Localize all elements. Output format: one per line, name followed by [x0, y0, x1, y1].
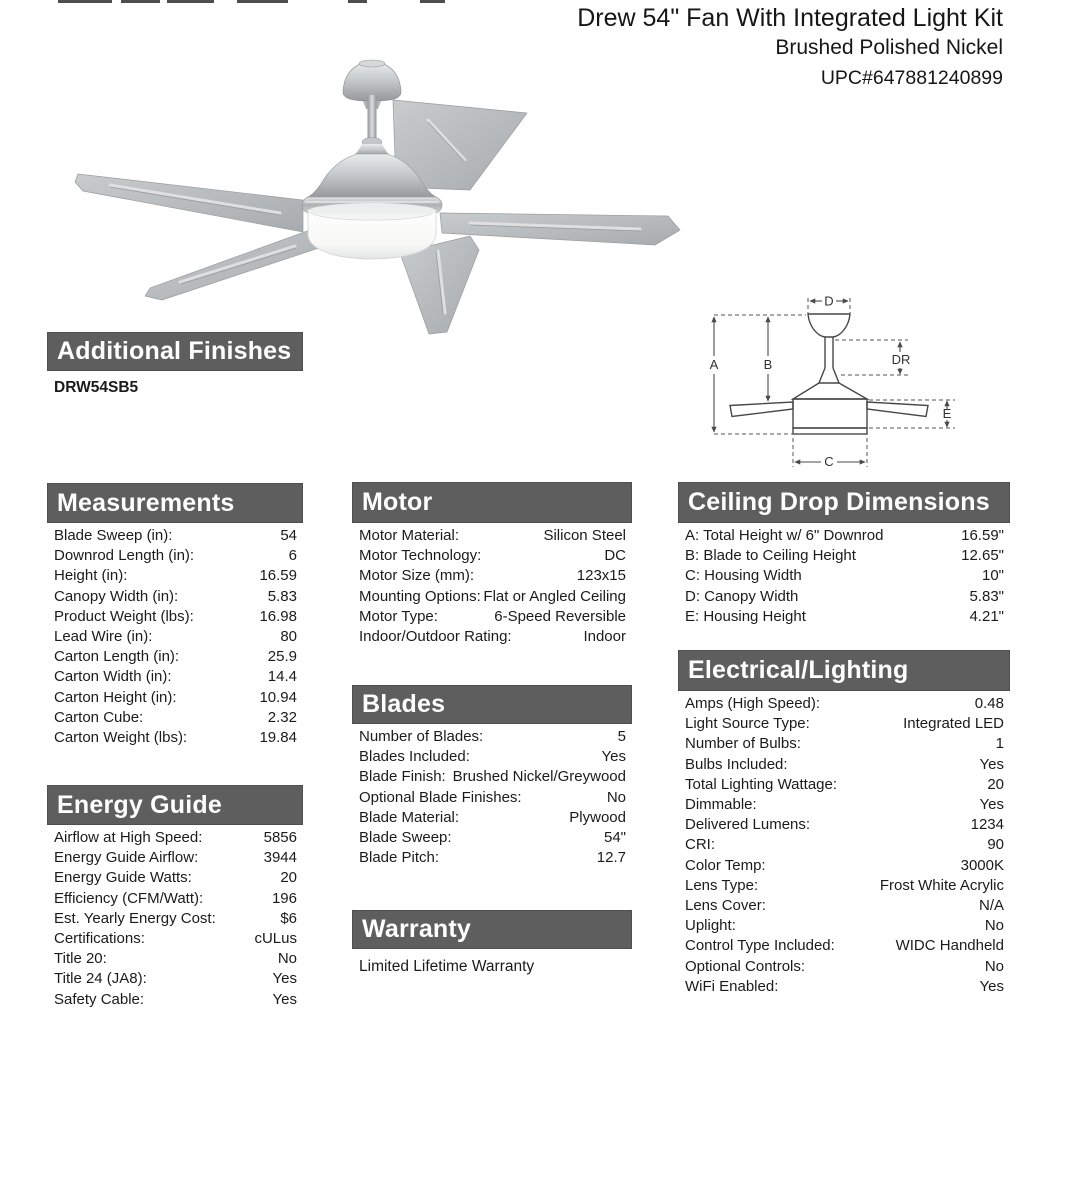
spec-label: Optional Blade Finishes: [359, 788, 522, 806]
spec-value: 3000K [960, 856, 1004, 874]
spec-label: Carton Height (in): [54, 688, 177, 706]
spec-value: 20 [987, 775, 1004, 793]
spec-value: 14.4 [267, 668, 297, 686]
spec-label: Number of Blades: [359, 728, 484, 745]
dim-label-a: A [709, 357, 719, 372]
spec-label: Control Type Included: [685, 937, 835, 955]
spec-label: Lens Type: [685, 876, 759, 894]
spec-label: Amps (High Speed): [685, 695, 821, 712]
model-number: DRW54SB5 [54, 379, 139, 396]
spec-label: Blade Material: [359, 808, 460, 826]
spec-row [47, 566, 303, 586]
spec-value: 25.9 [267, 648, 297, 666]
spec-label: Carton Cube: [54, 708, 144, 726]
spec-label: Carton Weight (lbs): [54, 729, 188, 747]
section-heading: Warranty [362, 915, 472, 943]
spec-row [47, 868, 303, 888]
spec-row [47, 828, 303, 848]
spec-row [678, 815, 1010, 835]
spec-label: Airflow at High Speed: [54, 829, 203, 846]
spec-row [47, 667, 303, 687]
section-motor [352, 482, 632, 647]
spec-row [678, 755, 1010, 775]
spec-label: Total Lighting Wattage: [685, 775, 838, 793]
energy-guide-rows [47, 825, 303, 1010]
spec-label: Est. Yearly Energy Cost: [54, 909, 216, 927]
product-finish: Brushed Polished Nickel [775, 36, 1003, 59]
spec-label: Carton Length (in): [54, 648, 180, 666]
spec-row [352, 526, 632, 546]
motor-rows [352, 523, 632, 647]
spec-value: 80 [280, 628, 297, 646]
spec-label: Downrod Length (in): [54, 547, 195, 565]
section-measurements [47, 483, 303, 748]
spec-value: 12.65" [961, 547, 1004, 565]
spec-row [47, 728, 303, 748]
spec-value: WIDC Handheld [895, 937, 1004, 955]
spec-value: 54 [280, 527, 297, 544]
spec-label: Efficiency (CFM/Watt): [54, 889, 204, 907]
spec-label: Blade Finish: [359, 768, 446, 786]
section-blades [352, 685, 632, 868]
section-header [47, 332, 303, 371]
section-header [678, 482, 1010, 523]
spec-label: D: Canopy Width [685, 587, 799, 605]
spec-value: No [984, 917, 1004, 935]
spec-value: 0.48 [974, 695, 1004, 712]
section-heading: Blades [362, 690, 446, 718]
blades-rows [352, 724, 632, 868]
spec-label: CRI: [685, 836, 715, 854]
spec-row [352, 587, 632, 607]
spec-value: Indoor [583, 628, 626, 646]
spec-label: Optional Controls: [685, 957, 806, 975]
warranty-text: Limited Lifetime Warranty [359, 958, 535, 975]
spec-value: Integrated LED [903, 715, 1004, 733]
spec-row [352, 747, 632, 767]
spec-row [47, 526, 303, 546]
spec-label: Dimmable: [685, 796, 757, 814]
spec-row [47, 949, 303, 969]
spec-value: 2.32 [267, 708, 297, 726]
spec-row [47, 708, 303, 728]
spec-value: DC [604, 547, 626, 565]
spec-row [678, 566, 1010, 586]
spec-row [678, 936, 1010, 956]
spec-value: Flat or Angled Ceiling [483, 587, 626, 605]
spec-label: Title 20: [54, 950, 107, 968]
spec-row [47, 848, 303, 868]
spec-row [678, 876, 1010, 896]
spec-value: 1 [995, 735, 1004, 753]
section-electrical-lighting [678, 650, 1010, 997]
spec-value: Frost White Acrylic [879, 876, 1004, 894]
spec-value: 16.98 [259, 607, 297, 625]
spec-value: No [606, 788, 626, 806]
spec-value: 5856 [263, 829, 297, 846]
spec-row [47, 969, 303, 989]
spec-row [678, 714, 1010, 734]
dim-label-d: D [824, 293, 834, 309]
spec-value: 10.94 [259, 688, 297, 706]
spec-row [352, 546, 632, 566]
spec-row [47, 990, 303, 1010]
spec-label: Carton Width (in): [54, 668, 172, 686]
spec-value: 1234 [970, 816, 1004, 834]
spec-label: Canopy Width (in): [54, 587, 179, 605]
spec-label: C: Housing Width [685, 567, 802, 585]
spec-row [678, 835, 1010, 855]
spec-label: Motor Technology: [359, 547, 482, 565]
spec-label: Product Weight (lbs): [54, 607, 194, 625]
spec-value: No [277, 950, 297, 968]
spec-row [352, 828, 632, 848]
spec-value: 3944 [263, 849, 297, 867]
spec-value: Silicon Steel [543, 527, 626, 544]
spec-row [47, 929, 303, 949]
fan-product-image [55, 50, 695, 340]
section-header [47, 785, 303, 825]
spec-row [678, 856, 1010, 876]
spec-row [678, 957, 1010, 977]
section-heading: Additional Finishes [57, 337, 292, 365]
section-heading: Energy Guide [57, 790, 222, 819]
spec-value: Yes [272, 990, 297, 1008]
spec-value: 4.21" [969, 607, 1004, 625]
spec-label: Delivered Lumens: [685, 816, 811, 834]
spec-row [47, 627, 303, 647]
spec-label: Height (in): [54, 567, 128, 585]
spec-row [352, 607, 632, 627]
spec-row [678, 795, 1010, 815]
spec-row [47, 546, 303, 566]
spec-label: Motor Material: [359, 527, 460, 544]
spec-label: Energy Guide Watts: [54, 869, 192, 887]
dim-label-b: B [763, 357, 773, 372]
spec-label: Number of Bulbs: [685, 735, 801, 753]
spec-label: Motor Type: [359, 607, 438, 625]
spec-label: Blades Included: [359, 748, 470, 766]
spec-value: 10" [981, 567, 1004, 585]
spec-value: 20 [280, 869, 297, 887]
spec-row [678, 526, 1010, 546]
section-header [352, 910, 632, 949]
spec-label: B: Blade to Ceiling Height [685, 547, 856, 565]
dim-label-dr: DR [891, 352, 911, 367]
spec-value: 16.59 [259, 567, 297, 585]
spec-label: Color Temp: [685, 856, 766, 874]
spec-value: Yes [979, 796, 1004, 814]
dimension-diagram [700, 288, 965, 473]
spec-label: A: Total Height w/ 6" Downrod [685, 527, 884, 544]
spec-row [352, 848, 632, 868]
spec-value: 16.59" [961, 527, 1004, 544]
spec-label: E: Housing Height [685, 607, 806, 625]
section-additional-finishes [47, 332, 303, 397]
section-heading: Ceiling Drop Dimensions [688, 488, 990, 516]
spec-value: 5 [617, 728, 626, 745]
section-header [47, 483, 303, 523]
spec-value: Brushed Nickel/Greywood [452, 768, 626, 786]
spec-row [678, 734, 1010, 754]
spec-label: Uplight: [685, 917, 736, 935]
spec-value: 54" [603, 829, 626, 847]
section-header [678, 650, 1010, 691]
section-heading: Motor [362, 488, 433, 516]
spec-row [47, 607, 303, 627]
spec-row [47, 688, 303, 708]
spec-label: Light Source Type: [685, 715, 810, 733]
ceiling-drop-rows [678, 523, 1010, 627]
product-upc: UPC#647881240899 [820, 67, 1003, 89]
spec-row [678, 775, 1010, 795]
section-warranty [352, 910, 632, 976]
spec-value: Yes [979, 977, 1004, 995]
spec-value: Plywood [569, 808, 626, 826]
spec-row [47, 889, 303, 909]
spec-row [678, 546, 1010, 566]
spec-row [47, 587, 303, 607]
spec-label: Certifications: [54, 930, 145, 948]
section-heading: Measurements [57, 488, 235, 517]
spec-row [47, 647, 303, 667]
spec-label: Energy Guide Airflow: [54, 849, 199, 867]
dim-label-e: E [942, 406, 952, 421]
spec-value: 90 [987, 836, 1004, 854]
spec-value: Yes [272, 970, 297, 988]
spec-row [352, 627, 632, 647]
spec-label: Blade Sweep: [359, 829, 452, 847]
spec-value: 12.7 [596, 849, 626, 867]
spec-row [352, 767, 632, 787]
spec-value: Yes [601, 748, 626, 766]
spec-row [678, 607, 1010, 627]
spec-row [352, 566, 632, 586]
spec-row [352, 788, 632, 808]
spec-value: 196 [271, 889, 297, 907]
spec-value: 5.83" [969, 587, 1004, 605]
section-energy-guide [47, 785, 303, 1010]
spec-value: 19.84 [259, 729, 297, 747]
spec-row [678, 916, 1010, 936]
spec-value: 123x15 [576, 567, 626, 585]
spec-label: WiFi Enabled: [685, 977, 779, 995]
section-header [352, 482, 632, 523]
section-ceiling-drop [678, 482, 1010, 627]
spec-label: Safety Cable: [54, 990, 145, 1008]
measurements-rows [47, 523, 303, 748]
spec-row [47, 909, 303, 929]
spec-label: Blade Pitch: [359, 849, 440, 867]
spec-row [678, 694, 1010, 714]
spec-label: Blade Sweep (in): [54, 527, 173, 544]
spec-label: Lens Cover: [685, 897, 766, 915]
spec-label: Bulbs Included: [685, 755, 788, 773]
section-header [352, 685, 632, 724]
spec-row [678, 896, 1010, 916]
spec-row [352, 727, 632, 747]
spec-row [678, 587, 1010, 607]
spec-label: Title 24 (JA8): [54, 970, 147, 988]
spec-value: No [984, 957, 1004, 975]
spec-row [678, 977, 1010, 997]
spec-value: 5.83 [267, 587, 297, 605]
spec-label: Indoor/Outdoor Rating: [359, 628, 512, 646]
spec-label: Lead Wire (in): [54, 628, 153, 646]
spec-row [352, 808, 632, 828]
product-title: Drew 54" Fan With Integrated Light Kit [577, 4, 1003, 32]
dim-label-c: C [824, 454, 834, 469]
electrical-rows [678, 691, 1010, 997]
section-heading: Electrical/Lighting [688, 656, 909, 684]
spec-value: 6 [288, 547, 297, 565]
spec-value: N/A [978, 897, 1004, 915]
spec-value: $6 [280, 909, 297, 927]
spec-label: Motor Size (mm): [359, 567, 475, 585]
spec-value: cULus [254, 930, 297, 948]
spec-value: Yes [979, 755, 1004, 773]
spec-label: Mounting Options: [359, 587, 481, 605]
spec-value: 6-Speed Reversible [494, 607, 626, 625]
